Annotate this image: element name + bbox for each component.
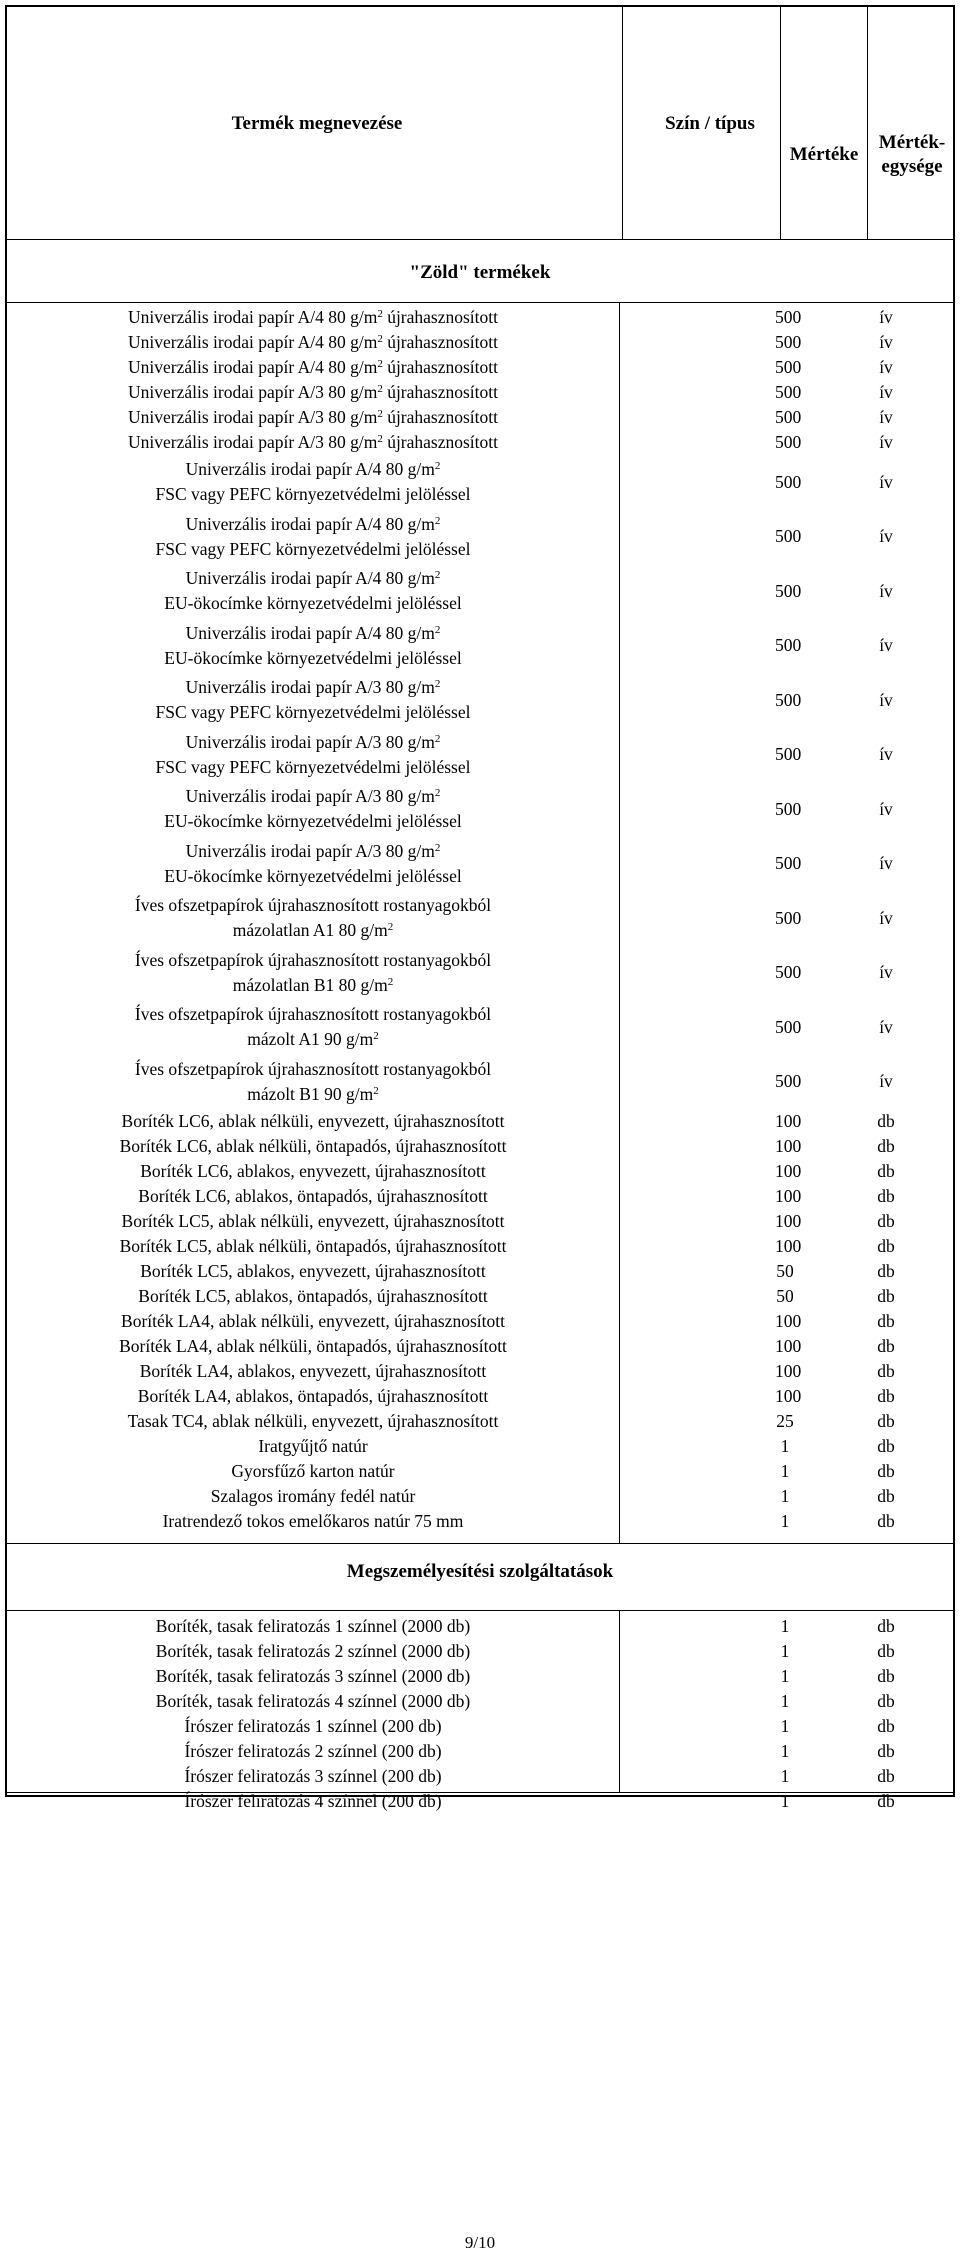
table-row [7,1209,953,1234]
product-name-line: mázolt B1 90 $g/m^2$ [247,1083,379,1104]
quantity-cell: 25 [776,1411,794,1431]
unit-cell: db [877,1716,895,1736]
section-green-title: "Zöld" termékek [409,262,551,283]
product-name-line: FSC vagy PEFC környezetvédelmi jelöléssel [155,538,471,559]
unit-cell: db [877,1741,895,1761]
unit-cell: ív [879,907,893,928]
product-name-line: Íves ofszetpapírok újrahasznosított rostanyagokból [134,1058,492,1079]
product-name-line: Gyorsfűző karton natúr [231,1461,395,1481]
unit-cell: db [877,1261,895,1281]
table-row [7,305,953,330]
product-name [7,1309,619,1334]
table-row [7,619,953,674]
quantity-cell: 500 [775,907,802,928]
unit-cell: db [877,1436,895,1456]
product-name [7,566,619,616]
product-name-line: Boríték LC6, ablak nélküli, enyvezett, újrahasznosított [121,1111,505,1131]
unit-cell: db [877,1161,895,1181]
table-row [7,1614,953,1639]
product-name [7,1384,619,1409]
product-name-line: Univerzális irodai papír A/3 80 $g/m^2$ újrahasznosított [127,407,498,427]
quantity-cell: 1 [780,1486,790,1506]
table-row [7,455,953,510]
product-name [7,1509,619,1534]
product-name [7,1159,619,1184]
product-name [7,1209,619,1234]
product-name-line: Boríték, tasak feliratozás 4 színnel (2000 db) [155,1691,471,1711]
unit-cell: db [877,1136,895,1156]
quantity-cell: 500 [775,689,802,710]
product-name [7,1739,619,1764]
product-name-line: FSC vagy PEFC környezetvédelmi jelöléssel [155,702,471,722]
product-name-line: Univerzális irodai papír A/3 80 $g/m^2$ újrahasznosított [127,382,498,402]
quantity-cell: 100 [775,1336,802,1356]
table-row [7,1459,953,1484]
table-row [7,1000,953,1055]
product-name [7,1764,619,1789]
quantity-cell: 100 [775,1386,802,1406]
product-name [7,1459,619,1484]
product-name-line: Íves ofszetpapírok újrahasznosított rostanyagokból [134,1004,492,1024]
product-name [7,1057,619,1107]
table-row [7,782,953,837]
table-row [7,1109,953,1134]
unit-cell: db [877,1311,895,1331]
quantity-cell: 100 [775,1311,802,1331]
unit-cell: ív [879,580,893,601]
product-name [7,784,619,834]
product-name [7,305,619,330]
product-name [7,330,619,355]
product-name [7,1184,619,1209]
product-name [7,1789,619,1814]
green-section-border [7,302,953,303]
product-name [7,1434,619,1459]
quantity-cell: 500 [775,357,802,377]
product-name-line: Boríték LC5, ablakos, öntapadós, újrahasznosított [138,1286,488,1306]
product-name [7,1109,619,1134]
quantity-cell: 500 [775,382,802,402]
product-name-line: Írószer feliratozás 1 színnel (200 db) [184,1716,442,1736]
quantity-cell: 500 [775,407,802,427]
product-name-line: Boríték LA4, ablak nélküli, enyvezett, újrahasznosított [121,1311,505,1331]
quantity-cell: 1 [780,1766,790,1786]
header-color: Szín / típus [665,113,755,134]
product-name-line: Boríték LC5, ablakos, enyvezett, újrahasznosított [140,1261,486,1281]
product-table [5,5,955,1811]
product-name-line: mázolatlan A1 80 $g/m^2$ [232,920,394,940]
product-name [7,730,619,780]
quantity-cell: 500 [775,580,802,601]
unit-cell: ív [879,744,893,765]
unit-cell: db [877,1236,895,1256]
product-name-line: EU-ökocímke környezetvédelmi jelöléssel [164,865,462,886]
product-name-line: Boríték LC6, ablakos, enyvezett, újrahasznosított [140,1161,486,1181]
product-name-line: Boríték LA4, ablakos, enyvezett, újrahasznosított [139,1361,487,1381]
table-row [7,380,953,405]
table-row [7,1714,953,1739]
section-personal-title: Megszemélyesítési szolgáltatások [346,1561,614,1582]
unit-cell: db [877,1666,895,1686]
product-name [7,1234,619,1259]
quantity-cell: 1 [780,1741,790,1761]
table-row [7,673,953,728]
product-name-line: Boríték LC5, ablak nélküli, enyvezett, újrahasznosított [121,1211,505,1231]
quantity-cell: 500 [775,798,802,819]
product-name [7,1664,619,1689]
quantity-cell: 1 [780,1436,790,1456]
unit-cell: ív [879,962,893,983]
quantity-cell: 100 [775,1111,802,1131]
product-name-line: Boríték, tasak feliratozás 1 színnel (2000 db) [155,1616,471,1636]
table-row [7,510,953,565]
unit-cell: db [877,1766,895,1786]
table-row [7,1764,953,1789]
unit-cell: db [877,1641,895,1661]
product-name-line: Univerzális irodai papír A/4 80 $g/m^2$ újrahasznosított [127,357,498,377]
unit-cell: db [877,1616,895,1636]
unit-cell: db [877,1511,895,1531]
table-row [7,1259,953,1284]
table-row [7,1334,953,1359]
product-name-line: Boríték LC5, ablak nélküli, öntapadós, újrahasznosított [119,1236,507,1256]
table-row [7,330,953,355]
product-name-line: Univerzális irodai papír A/4 80 $g/m^2$ [185,568,441,588]
product-name-line: Univerzális irodai papír A/3 80 $g/m^2$ [185,786,441,806]
product-name-line: mázolt A1 90 $g/m^2$ [247,1029,379,1049]
product-name [7,405,619,430]
quantity-cell: 100 [775,1211,802,1231]
quantity-cell: 100 [775,1236,802,1256]
header-unit-line2: egysége [881,156,943,177]
unit-cell: db [877,1791,895,1811]
table-row [7,1739,953,1764]
product-name-line: Iratgyűjtő natúr [258,1436,368,1456]
page-number: 9/10 [464,2233,496,2252]
unit-cell: db [877,1186,895,1206]
table-row [7,1689,953,1714]
product-name-line: Boríték LC6, ablakos, öntapadós, újrahasznosított [138,1186,488,1206]
table-row [7,564,953,619]
table-row [7,355,953,380]
table-row [7,1409,953,1434]
product-name [7,1614,619,1639]
quantity-cell: 500 [775,332,802,352]
table-row [7,891,953,946]
product-name-line: Boríték LA4, ablak nélküli, öntapadós, újrahasznosított [119,1336,507,1356]
table-row [7,1384,953,1409]
unit-cell: db [877,1211,895,1231]
product-name-line: EU-ökocímke környezetvédelmi jelöléssel [164,593,462,613]
product-name-line: Tasak TC4, ablak nélküli, enyvezett, újrahasznosított [127,1411,499,1431]
product-name-line: EU-ökocímke környezetvédelmi jelöléssel [164,647,462,668]
product-name [7,1689,619,1714]
quantity-cell: 1 [780,1791,790,1811]
table-row [7,1284,953,1309]
quantity-cell: 1 [780,1716,790,1736]
unit-cell: db [877,1691,895,1711]
table-row [7,1789,953,1814]
unit-cell: db [877,1336,895,1356]
product-name [7,1334,619,1359]
unit-cell: ív [879,407,893,427]
unit-cell: ív [879,853,893,874]
unit-cell: db [877,1461,895,1481]
header-name: Termék megnevezése [231,113,403,134]
product-name-line: Univerzális irodai papír A/4 80 $g/m^2$ [185,513,441,534]
product-name-line: EU-ökocímke környezetvédelmi jelöléssel [164,811,462,831]
table-row [7,405,953,430]
product-name [7,893,619,943]
header-bottom-border [7,239,953,240]
product-name-line: Boríték LC6, ablak nélküli, öntapadós, újrahasznosított [119,1136,507,1156]
quantity-cell: 1 [780,1511,790,1531]
unit-cell: ív [879,307,893,327]
product-name-line: Boríték, tasak feliratozás 3 színnel (2000 db) [155,1666,471,1686]
unit-cell: ív [879,526,893,547]
product-name-line: Univerzális irodai papír A/4 80 $g/m^2$ [185,459,441,479]
table-row [7,1184,953,1209]
table-row [7,1359,953,1384]
table-row [7,1234,953,1259]
product-name [7,1259,619,1284]
quantity-cell: 1 [780,1461,790,1481]
product-name-line: Univerzális irodai papír A/4 80 $g/m^2$ újrahasznosított [127,307,498,327]
product-name-line: mázolatlan B1 80 $g/m^2$ [232,974,394,995]
unit-cell: ív [879,798,893,819]
quantity-cell: 500 [775,744,802,765]
product-name [7,1359,619,1384]
table-row [7,1055,953,1110]
table-row [7,1134,953,1159]
unit-cell: ív [879,635,893,656]
product-name-line: Univerzális irodai papír A/3 80 $g/m^2$ újrahasznosított [127,432,498,452]
unit-cell: ív [879,1071,893,1092]
green-end-border [7,1543,953,1544]
quantity-cell: 50 [776,1286,794,1306]
quantity-cell: 1 [780,1666,790,1686]
product-name [7,1714,619,1739]
product-name [7,355,619,380]
product-name-line: Univerzális irodai papír A/3 80 $g/m^2$ [185,677,441,697]
header-unit [868,131,956,179]
col-border-unit [867,7,868,239]
quantity-cell: 500 [775,635,802,656]
quantity-cell: 100 [775,1186,802,1206]
quantity-cell: 500 [775,307,802,327]
quantity-cell: 1 [780,1691,790,1711]
table-row [7,1309,953,1334]
product-name-line: Univerzális irodai papír A/4 80 $g/m^2$ újrahasznosított [127,332,498,352]
product-name [7,457,619,507]
quantity-cell: 500 [775,1016,802,1037]
table-row [7,1159,953,1184]
product-name [7,621,619,671]
unit-cell: ív [879,471,893,492]
product-name-line: Szalagos iromány fedél natúr [210,1486,416,1506]
product-name-line: Íves ofszetpapírok újrahasznosított rostanyagokból [134,949,492,970]
product-name-line: Írószer feliratozás 3 színnel (200 db) [184,1766,442,1786]
quantity-cell: 50 [776,1261,794,1281]
product-name [7,675,619,725]
quantity-cell: 1 [780,1616,790,1636]
product-name [7,1002,619,1052]
quantity-cell: 100 [775,1136,802,1156]
unit-cell: db [877,1361,895,1381]
quantity-cell: 100 [775,1161,802,1181]
unit-cell: ív [879,382,893,402]
unit-cell: db [877,1386,895,1406]
table-row [7,1639,953,1664]
unit-cell: ív [879,357,893,377]
quantity-cell: 500 [775,471,802,492]
table-row [7,1509,953,1534]
product-name [7,839,619,889]
personal-section-border [7,1610,953,1611]
header-unit-line1: Mérték- [878,132,946,153]
col-border-color [622,7,623,239]
unit-cell: ív [879,432,893,452]
table-row [7,1434,953,1459]
product-name-line: Boríték, tasak feliratozás 2 színnel (2000 db) [155,1641,471,1661]
quantity-cell: 100 [775,1361,802,1381]
product-name [7,512,619,562]
product-name-line: FSC vagy PEFC környezetvédelmi jelöléssel [155,484,471,504]
table-row [7,430,953,455]
header-qty: Mértéke [789,144,859,165]
product-name-line: Univerzális irodai papír A/3 80 $g/m^2$ [185,731,441,752]
unit-cell: ív [879,1016,893,1037]
col-border-qty [780,7,781,239]
table-row [7,728,953,783]
product-name [7,1409,619,1434]
product-name [7,948,619,998]
product-name [7,380,619,405]
product-name-line: Írószer feliratozás 2 színnel (200 db) [184,1741,442,1761]
product-name-line: Iratrendező tokos emelőkaros natúr 75 mm [162,1511,464,1531]
product-name-line: FSC vagy PEFC környezetvédelmi jelöléssel [155,756,471,777]
unit-cell: db [877,1486,895,1506]
unit-cell: db [877,1111,895,1131]
product-name-line: Univerzális irodai papír A/4 80 $g/m^2$ [185,622,441,643]
product-name [7,1484,619,1509]
table-row [7,946,953,1001]
product-name-line: Írószer feliratozás 4 színnel (200 db) [184,1791,442,1811]
quantity-cell: 500 [775,962,802,983]
quantity-cell: 500 [775,526,802,547]
product-name [7,1134,619,1159]
table-row [7,837,953,892]
table-row [7,1484,953,1509]
product-name-line: Íves ofszetpapírok újrahasznosított rostanyagokból [134,895,492,915]
unit-cell: db [877,1411,895,1431]
product-name [7,1639,619,1664]
unit-cell: ív [879,689,893,710]
product-name [7,430,619,455]
quantity-cell: 500 [775,853,802,874]
product-name-line: Univerzális irodai papír A/3 80 $g/m^2$ [185,840,441,861]
product-name [7,1284,619,1309]
quantity-cell: 500 [775,1071,802,1092]
unit-cell: ív [879,332,893,352]
quantity-cell: 500 [775,432,802,452]
product-name-line: Boríték LA4, ablakos, öntapadós, újrahasznosított [137,1386,489,1406]
unit-cell: db [877,1286,895,1306]
table-row [7,1664,953,1689]
quantity-cell: 1 [780,1641,790,1661]
